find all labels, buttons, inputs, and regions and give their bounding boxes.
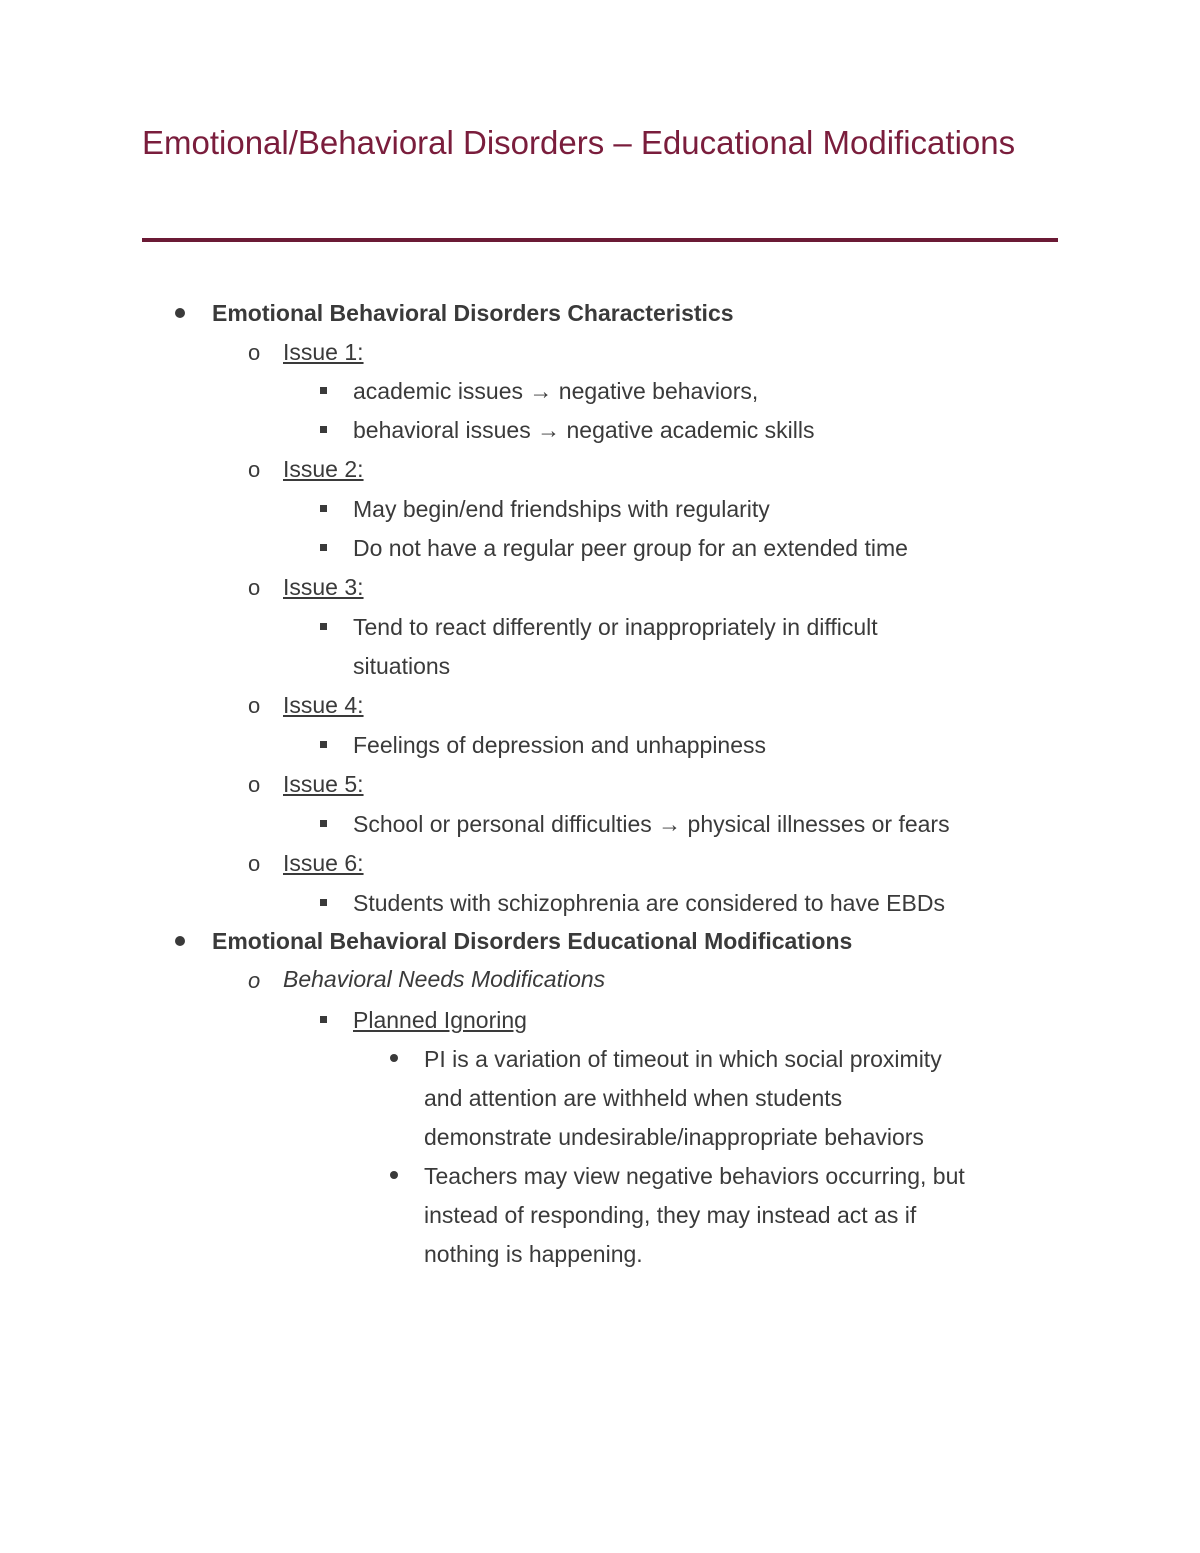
square-bullet-icon (320, 387, 327, 394)
issue-6-item-1: Students with schizophrenia are considered to have EBDs (353, 890, 945, 916)
square-bullet-icon (320, 741, 327, 748)
arrow-icon: → (658, 811, 682, 837)
arrow-icon: → (537, 417, 561, 443)
bullet-dot-icon (175, 308, 185, 318)
circle-bullet-icon: o (248, 772, 261, 797)
section-heading-modifications: Emotional Behavioral Disorders Educational Modifications (212, 928, 853, 954)
pi-description-line-1: PI is a variation of timeout in which social proximity (424, 1046, 942, 1072)
teachers-line-1: Teachers may view negative behaviors occurring, but (424, 1163, 965, 1189)
issue-4-item-1: Feelings of depression and unhappiness (353, 732, 767, 758)
issue-5-item-1: School or personal difficulties → physical illnesses or fears (353, 811, 950, 837)
issue-1-item-1: academic issues → negative behaviors, (353, 378, 759, 404)
square-bullet-icon (320, 544, 327, 551)
square-bullet-icon (320, 505, 327, 512)
issue-2-item-1: May begin/end friendships with regularity (353, 496, 770, 522)
document-title: Emotional/Behavioral Disorders – Educational Modifications (142, 124, 1016, 161)
circle-bullet-icon: o (248, 457, 261, 482)
issue-1-label: Issue 1: (283, 339, 364, 365)
teachers-line-2: instead of responding, they may instead act as if (424, 1202, 917, 1228)
teachers-line-3: nothing is happening. (424, 1241, 643, 1267)
issue-6-label: Issue 6: (283, 850, 364, 876)
circle-bullet-icon: o (248, 968, 261, 993)
issue-3-item-1-line-2: situations (353, 653, 451, 679)
issue-1-item-2: behavioral issues → negative academic skills (353, 417, 815, 443)
pi-description-line-3: demonstrate undesirable/inappropriate behaviors (424, 1124, 924, 1150)
issue-3-item-1-line-1: Tend to react differently or inappropriately in difficult (353, 614, 878, 640)
issue-5-label: Issue 5: (283, 771, 364, 797)
issue-3-label: Issue 3: (283, 574, 364, 600)
square-bullet-icon (320, 820, 327, 827)
pi-description-line-2: and attention are withheld when students (424, 1085, 843, 1111)
bullet-dot-icon (175, 936, 185, 946)
section-heading-characteristics: Emotional Behavioral Disorders Characteristics (212, 300, 734, 326)
circle-bullet-icon: o (248, 693, 261, 718)
issue-4-label: Issue 4: (283, 692, 364, 718)
issue-2-label: Issue 2: (283, 456, 364, 482)
title-divider (142, 238, 1058, 242)
circle-bullet-icon: o (248, 851, 261, 876)
bullet-dot-icon (390, 1171, 398, 1179)
issue-2-item-2: Do not have a regular peer group for an extended time (353, 535, 908, 561)
bullet-dot-icon (390, 1054, 398, 1062)
planned-ignoring-label: Planned Ignoring (353, 1007, 527, 1033)
subheading-behavioral-needs: Behavioral Needs Modifications (283, 966, 606, 992)
square-bullet-icon (320, 623, 327, 630)
square-bullet-icon (320, 1016, 327, 1023)
circle-bullet-icon: o (248, 575, 261, 600)
square-bullet-icon (320, 899, 327, 906)
circle-bullet-icon: o (248, 340, 261, 365)
arrow-icon: → (529, 378, 553, 404)
square-bullet-icon (320, 426, 327, 433)
